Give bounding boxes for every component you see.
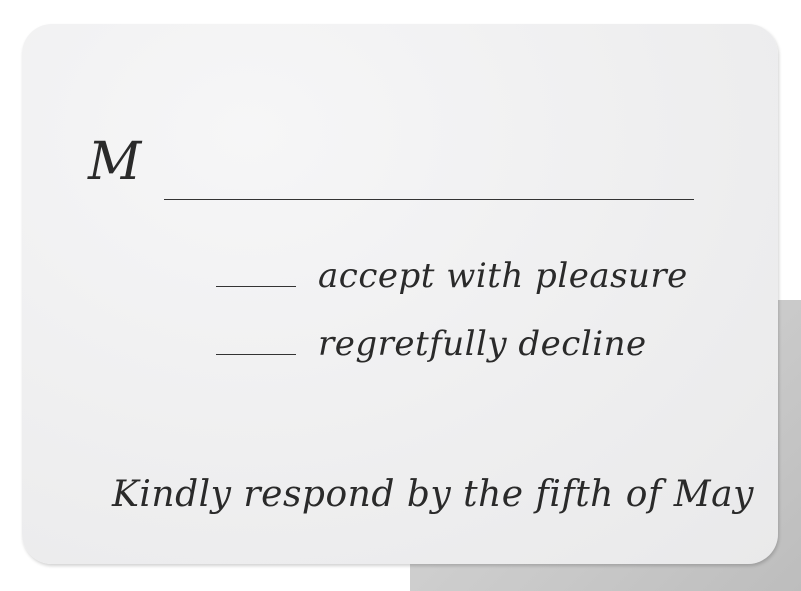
accept-blank-line — [216, 286, 296, 287]
salutation-letter: M — [88, 132, 142, 192]
rsvp-card — [22, 24, 778, 564]
name-blank-line — [164, 199, 694, 200]
decline-option-text: regretfully decline — [318, 324, 647, 364]
reply-by-text: Kindly respond by the fifth of May — [112, 474, 754, 515]
accept-option-text: accept with pleasure — [318, 256, 688, 296]
decline-blank-line — [216, 354, 296, 355]
